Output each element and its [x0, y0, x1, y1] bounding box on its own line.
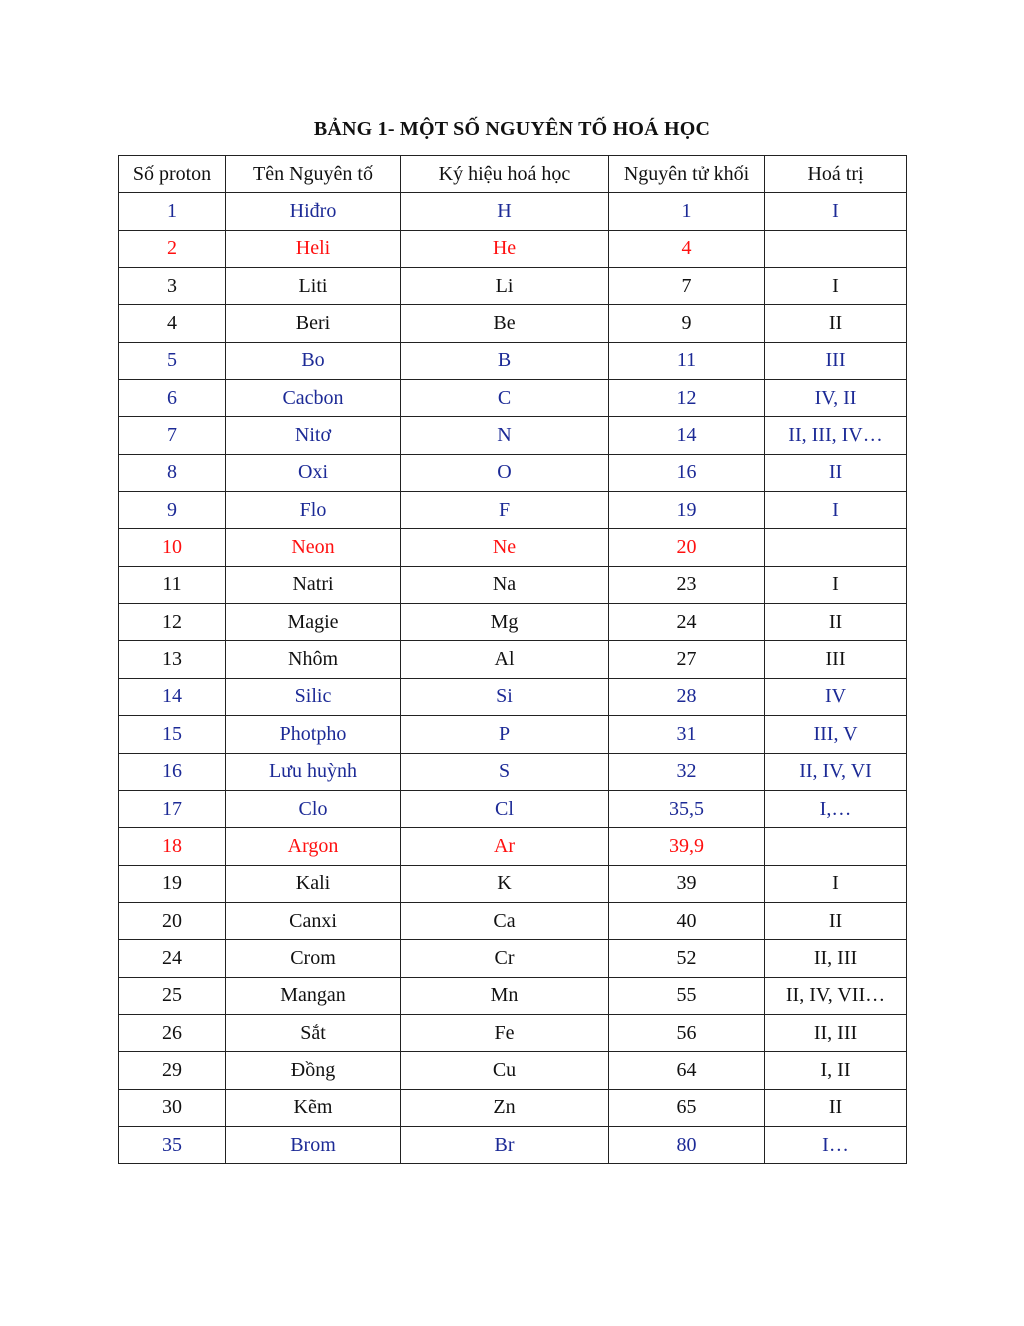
- header-element-name: Tên Nguyên tố: [226, 156, 401, 193]
- element-name-cell: Kẽm: [226, 1089, 401, 1126]
- table-row: [119, 454, 907, 491]
- valence-cell: I: [765, 865, 907, 902]
- proton-number-cell: 26: [119, 1014, 226, 1051]
- valence-cell: I,…: [765, 790, 907, 827]
- element-name-cell: Oxi: [226, 454, 401, 491]
- chemical-symbol-cell: C: [401, 380, 609, 417]
- proton-number-cell: 15: [119, 716, 226, 753]
- atomic-mass-cell: 56: [609, 1014, 765, 1051]
- valence-cell: IV: [765, 678, 907, 715]
- element-name-cell: Clo: [226, 790, 401, 827]
- proton-number-cell: 14: [119, 678, 226, 715]
- header-chemical-symbol: Ký hiệu hoá học: [401, 156, 609, 193]
- atomic-mass-cell: 1: [609, 193, 765, 230]
- element-name-cell: Natri: [226, 566, 401, 603]
- table-row: [119, 1126, 907, 1163]
- atomic-mass-cell: 64: [609, 1052, 765, 1089]
- header-proton-number: Số proton: [119, 156, 226, 193]
- atomic-mass-cell: 80: [609, 1126, 765, 1163]
- proton-number-cell: 4: [119, 305, 226, 342]
- element-name-cell: Nitơ: [226, 417, 401, 454]
- chemical-symbol-cell: Ne: [401, 529, 609, 566]
- chemical-symbol-cell: Li: [401, 268, 609, 305]
- chemical-symbol-cell: Ca: [401, 902, 609, 939]
- proton-number-cell: 7: [119, 417, 226, 454]
- valence-cell: II, IV, VI: [765, 753, 907, 790]
- table-row: [119, 342, 907, 379]
- valence-cell: IV, II: [765, 380, 907, 417]
- table-row: [119, 940, 907, 977]
- valence-cell: I: [765, 566, 907, 603]
- valence-cell: I: [765, 492, 907, 529]
- table-row: [119, 753, 907, 790]
- table-row: [119, 678, 907, 715]
- table-row: [119, 268, 907, 305]
- element-name-cell: Photpho: [226, 716, 401, 753]
- chemical-symbol-cell: Na: [401, 566, 609, 603]
- element-name-cell: Argon: [226, 828, 401, 865]
- valence-cell: I: [765, 193, 907, 230]
- valence-cell: III: [765, 641, 907, 678]
- proton-number-cell: 17: [119, 790, 226, 827]
- atomic-mass-cell: 12: [609, 380, 765, 417]
- chemical-symbol-cell: Cl: [401, 790, 609, 827]
- valence-cell: [765, 828, 907, 865]
- atomic-mass-cell: 31: [609, 716, 765, 753]
- proton-number-cell: 24: [119, 940, 226, 977]
- element-name-cell: Brom: [226, 1126, 401, 1163]
- element-name-cell: Lưu huỳnh: [226, 753, 401, 790]
- proton-number-cell: 29: [119, 1052, 226, 1089]
- table-row: [119, 977, 907, 1014]
- atomic-mass-cell: 4: [609, 230, 765, 267]
- header-row: [119, 156, 907, 193]
- chemical-symbol-cell: Fe: [401, 1014, 609, 1051]
- proton-number-cell: 20: [119, 902, 226, 939]
- table-title: BẢNG 1- MỘT SỐ NGUYÊN TỐ HOÁ HỌC: [313, 118, 711, 140]
- table-row: [119, 305, 907, 342]
- proton-number-cell: 19: [119, 865, 226, 902]
- atomic-mass-cell: 40: [609, 902, 765, 939]
- proton-number-cell: 9: [119, 492, 226, 529]
- element-name-cell: Flo: [226, 492, 401, 529]
- chemical-symbol-cell: Zn: [401, 1089, 609, 1126]
- chemical-symbol-cell: Ar: [401, 828, 609, 865]
- table-row: [119, 902, 907, 939]
- atomic-mass-cell: 52: [609, 940, 765, 977]
- atomic-mass-cell: 23: [609, 566, 765, 603]
- proton-number-cell: 5: [119, 342, 226, 379]
- valence-cell: II, III: [765, 1014, 907, 1051]
- element-name-cell: Nhôm: [226, 641, 401, 678]
- atomic-mass-cell: 14: [609, 417, 765, 454]
- proton-number-cell: 8: [119, 454, 226, 491]
- element-name-cell: Cacbon: [226, 380, 401, 417]
- atomic-mass-cell: 9: [609, 305, 765, 342]
- atomic-mass-cell: 16: [609, 454, 765, 491]
- table-row: [119, 790, 907, 827]
- valence-cell: II: [765, 902, 907, 939]
- elements-table: [118, 155, 907, 1164]
- proton-number-cell: 16: [119, 753, 226, 790]
- table-row: [119, 604, 907, 641]
- chemical-symbol-cell: S: [401, 753, 609, 790]
- element-name-cell: Canxi: [226, 902, 401, 939]
- atomic-mass-cell: 11: [609, 342, 765, 379]
- valence-cell: II: [765, 305, 907, 342]
- atomic-mass-cell: 35,5: [609, 790, 765, 827]
- table-body: [119, 193, 907, 1164]
- chemical-symbol-cell: Br: [401, 1126, 609, 1163]
- proton-number-cell: 35: [119, 1126, 226, 1163]
- atomic-mass-cell: 19: [609, 492, 765, 529]
- proton-number-cell: 11: [119, 566, 226, 603]
- atomic-mass-cell: 65: [609, 1089, 765, 1126]
- chemical-symbol-cell: Si: [401, 678, 609, 715]
- chemical-symbol-cell: B: [401, 342, 609, 379]
- valence-cell: [765, 230, 907, 267]
- element-name-cell: Liti: [226, 268, 401, 305]
- element-name-cell: Đồng: [226, 1052, 401, 1089]
- chemical-symbol-cell: N: [401, 417, 609, 454]
- proton-number-cell: 25: [119, 977, 226, 1014]
- table-row: [119, 492, 907, 529]
- valence-cell: I: [765, 268, 907, 305]
- atomic-mass-cell: 28: [609, 678, 765, 715]
- valence-cell: I, II: [765, 1052, 907, 1089]
- valence-cell: II, IV, VII…: [765, 977, 907, 1014]
- table-row: [119, 417, 907, 454]
- chemical-symbol-cell: P: [401, 716, 609, 753]
- proton-number-cell: 12: [119, 604, 226, 641]
- element-name-cell: Beri: [226, 305, 401, 342]
- valence-cell: II, III, IV…: [765, 417, 907, 454]
- element-name-cell: Sắt: [226, 1014, 401, 1051]
- proton-number-cell: 18: [119, 828, 226, 865]
- proton-number-cell: 2: [119, 230, 226, 267]
- chemical-symbol-cell: Mn: [401, 977, 609, 1014]
- element-name-cell: Magie: [226, 604, 401, 641]
- chemical-symbol-cell: Cu: [401, 1052, 609, 1089]
- atomic-mass-cell: 32: [609, 753, 765, 790]
- table-row: [119, 529, 907, 566]
- chemical-symbol-cell: H: [401, 193, 609, 230]
- atomic-mass-cell: 39: [609, 865, 765, 902]
- valence-cell: III: [765, 342, 907, 379]
- element-name-cell: Bo: [226, 342, 401, 379]
- proton-number-cell: 6: [119, 380, 226, 417]
- table-row: [119, 641, 907, 678]
- proton-number-cell: 1: [119, 193, 226, 230]
- element-name-cell: Mangan: [226, 977, 401, 1014]
- valence-cell: II: [765, 454, 907, 491]
- atomic-mass-cell: 27: [609, 641, 765, 678]
- table-row: [119, 230, 907, 267]
- proton-number-cell: 10: [119, 529, 226, 566]
- proton-number-cell: 3: [119, 268, 226, 305]
- atomic-mass-cell: 20: [609, 529, 765, 566]
- element-name-cell: Kali: [226, 865, 401, 902]
- proton-number-cell: 13: [119, 641, 226, 678]
- table-row: [119, 1089, 907, 1126]
- element-name-cell: Neon: [226, 529, 401, 566]
- chemical-symbol-cell: F: [401, 492, 609, 529]
- table-row: [119, 716, 907, 753]
- chemical-symbol-cell: Be: [401, 305, 609, 342]
- table-row: [119, 1052, 907, 1089]
- chemical-symbol-cell: Al: [401, 641, 609, 678]
- chemical-symbol-cell: K: [401, 865, 609, 902]
- atomic-mass-cell: 39,9: [609, 828, 765, 865]
- valence-cell: I…: [765, 1126, 907, 1163]
- element-name-cell: Heli: [226, 230, 401, 267]
- valence-cell: II: [765, 1089, 907, 1126]
- chemical-symbol-cell: He: [401, 230, 609, 267]
- table-row: [119, 193, 907, 230]
- header-valence: Hoá trị: [765, 156, 907, 193]
- valence-cell: II: [765, 604, 907, 641]
- chemical-symbol-cell: Mg: [401, 604, 609, 641]
- atomic-mass-cell: 55: [609, 977, 765, 1014]
- valence-cell: III, V: [765, 716, 907, 753]
- atomic-mass-cell: 7: [609, 268, 765, 305]
- table-row: [119, 566, 907, 603]
- valence-cell: II, III: [765, 940, 907, 977]
- chemical-symbol-cell: Cr: [401, 940, 609, 977]
- chemical-symbol-cell: O: [401, 454, 609, 491]
- element-name-cell: Hiđro: [226, 193, 401, 230]
- valence-cell: [765, 529, 907, 566]
- header-atomic-mass: Nguyên tử khối: [609, 156, 765, 193]
- table-row: [119, 380, 907, 417]
- element-name-cell: Silic: [226, 678, 401, 715]
- proton-number-cell: 30: [119, 1089, 226, 1126]
- table-row: [119, 828, 907, 865]
- atomic-mass-cell: 24: [609, 604, 765, 641]
- table-row: [119, 1014, 907, 1051]
- element-name-cell: Crom: [226, 940, 401, 977]
- table-row: [119, 865, 907, 902]
